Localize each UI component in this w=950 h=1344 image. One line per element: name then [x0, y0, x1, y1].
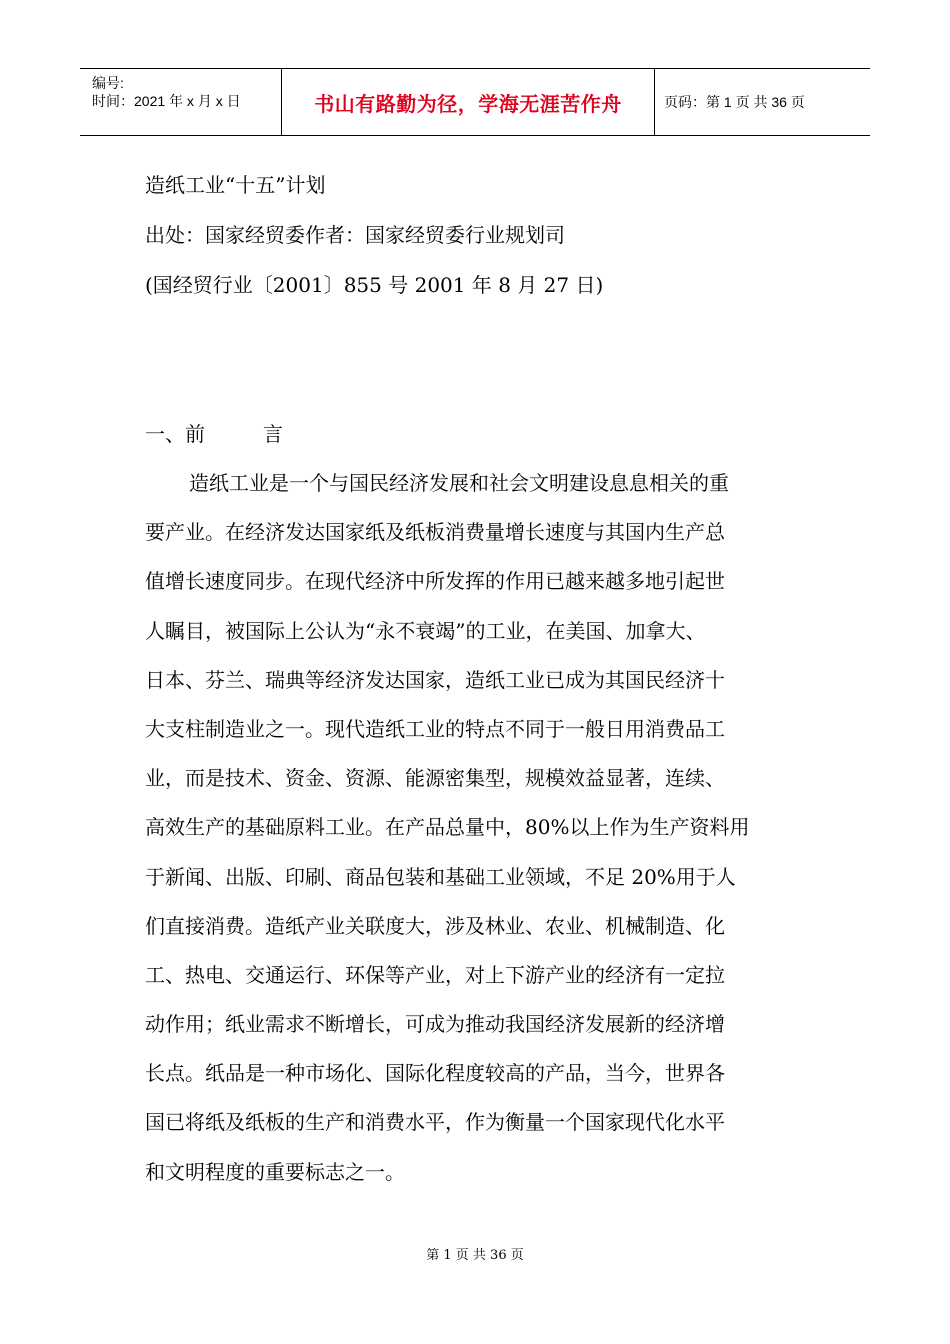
- paragraph-line: 值增长速度同步。在现代经济中所发挥的作用已越来越多地引起世: [145, 569, 725, 594]
- paragraph-line: 于新闻、出版、印刷、商品包装和基础工业领域，不足 20%用于人: [145, 864, 736, 889]
- spacer: [145, 310, 810, 409]
- page-footer: [0, 1244, 950, 1263]
- document-body: [145, 160, 810, 1197]
- footer-page-number: 第 1 页 共 36 页: [426, 1248, 524, 1263]
- paragraph-line: 们直接消费。造纸产业关联度大，涉及林业、农业、机械制造、化: [145, 913, 725, 938]
- header-page-info: 页码：第 1 页 共 36 页: [664, 94, 805, 110]
- paragraph-line: 业，而是技术、资金、资源、能源密集型，规模效益显著，连续、: [145, 766, 725, 791]
- serial-label: 编号:: [92, 75, 124, 91]
- motto-text: 书山有路勤为径，学海无涯苦作舟: [314, 91, 622, 116]
- paragraph-line: 造纸工业是一个与国民经济发展和社会文明建设息息相关的重: [189, 471, 729, 495]
- document-reference: (国经贸行业〔2001〕855 号 2001 年 8 月 27 日): [145, 273, 604, 297]
- paragraph-line: 工、热电、交通运行、环保等产业，对上下游产业的经济有一定拉: [145, 962, 725, 987]
- paragraph-line: 高效生产的基础原料工业。在产品总量中，80%以上作为生产资料用: [145, 815, 750, 840]
- paragraph-line: 和文明程度的重要标志之一。: [145, 1159, 405, 1184]
- header-motto-cell: [281, 69, 655, 135]
- paragraph-line: 要产业。在经济发达国家纸及纸板消费量增长速度与其国内生产总: [145, 520, 725, 545]
- header-page-cell: [655, 69, 870, 135]
- paragraph-line: 国已将纸及纸板的生产和消费水平，作为衡量一个国家现代化水平: [145, 1110, 725, 1135]
- paragraph-line: 人瞩目，被国际上公认为“永不衰竭”的工业，在美国、加拿大、: [145, 618, 706, 643]
- paragraph-line: 大支柱制造业之一。现代造纸工业的特点不同于一般日用消费品工: [145, 716, 725, 741]
- document-title: 造纸工业“十五”计划: [145, 173, 326, 197]
- header-meta: [80, 69, 280, 135]
- section-heading-suffix: 言: [263, 422, 283, 446]
- paragraph-line: 长点。纸品是一种市场化、国际化程度较高的产品，当今，世界各: [145, 1061, 725, 1086]
- page-header: [80, 68, 870, 136]
- document-source: 出处：国家经贸委作者：国家经贸委行业规划司: [145, 223, 565, 247]
- section-heading: [145, 409, 810, 459]
- time-label: 时间：2021 年 x 月 x 日: [92, 93, 241, 109]
- section-heading-prefix: 一、前: [145, 422, 205, 446]
- paragraph: [145, 459, 810, 1197]
- paragraph-line: 动作用；纸业需求不断增长，可成为推动我国经济发展新的经济增: [145, 1012, 725, 1037]
- paragraph-line: 日本、芬兰、瑞典等经济发达国家，造纸工业已成为其国民经济十: [145, 667, 725, 692]
